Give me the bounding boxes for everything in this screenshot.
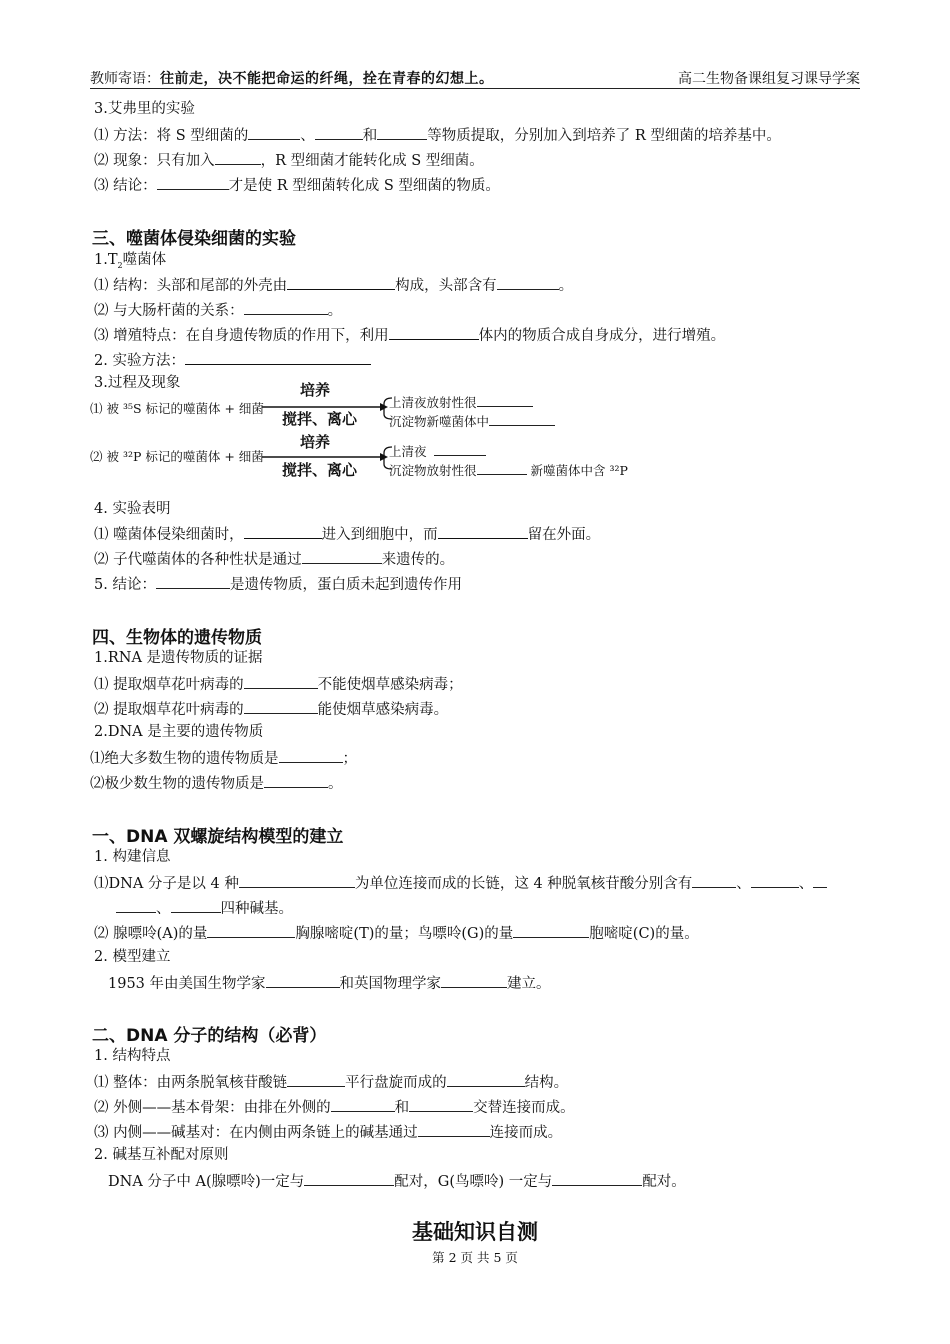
diagram-stir-label-2: 搅拌、离心 <box>282 461 358 479</box>
blank <box>447 1072 525 1087</box>
blank <box>552 1171 642 1186</box>
dna-2 <box>90 773 343 793</box>
rna-heading: 1.RNA 是遗传物质的证据 <box>94 650 263 666</box>
row1-top-text: 上清夜放射性很 <box>389 395 477 410</box>
blank <box>302 549 382 564</box>
info1-mid: 为单位连接而成的长链，这 4 种脱氧核苷酸分别含有 <box>354 876 693 892</box>
shows1-mid: 进入到细胞中，而 <box>321 527 438 543</box>
process-diagram-arrows <box>0 0 950 500</box>
info1-end: 四种碱基。 <box>220 901 293 917</box>
row1-bottom-text: 沉淀物新噬菌体中 <box>389 414 490 429</box>
struct-text-end: 。 <box>558 278 574 294</box>
info-2 <box>94 923 699 943</box>
pair-text: DNA 分子中 A(腺嘌呤)一定与 <box>108 1174 305 1190</box>
row2-bottom-tail: 新噬菌体中含 ³²P <box>530 463 628 478</box>
method-text: 2. 实验方法： <box>94 353 185 369</box>
pair-end: 配对。 <box>642 1174 686 1190</box>
inner-text: ⑶ 内侧——碱基对：在内侧由两条链上的碱基通过 <box>94 1125 418 1141</box>
structure-outer <box>94 1097 575 1117</box>
blank <box>239 873 355 888</box>
blank <box>244 524 322 539</box>
row2-bottom-text: 沉淀物放射性很 <box>389 463 477 478</box>
genetic-heading: 四、生物体的遗传物质 <box>92 628 262 648</box>
phage-heading: 三、噬菌体侵染细菌的实验 <box>92 229 296 249</box>
diagram-culture-label-1: 培养 <box>300 381 331 399</box>
outer-text: ⑵ 外侧——基本骨架：由排在外侧的 <box>94 1100 331 1116</box>
feat-heading: 1. 结构特点 <box>94 1048 171 1064</box>
dna1-text: ⑴绝大多数生物的遗传物质是 <box>90 751 279 767</box>
rna1-tail: 不能使烟草感染病毒； <box>317 677 463 693</box>
structure-inner <box>94 1122 562 1142</box>
diagram-culture-label-2: 培养 <box>300 433 331 451</box>
pair-mid: 配对，G(鸟嘌呤) 一定与 <box>394 1174 553 1190</box>
blank <box>287 1072 345 1087</box>
info-1-cont <box>116 898 293 918</box>
phage-conclusion <box>94 574 462 594</box>
shows2-end: 来遗传的。 <box>381 552 455 568</box>
teacher-motto: 往前走，决不能把命运的纤绳，拴在青春的幻想上。 <box>160 71 494 87</box>
avery-phenom-text: ⑵ 现象：只有加入 <box>94 153 215 169</box>
build-text: 1953 年由美国生物学家 <box>108 976 266 992</box>
outer-end: 交替连接而成。 <box>473 1100 575 1116</box>
repro-text: ⑶ 增殖特点：在自身遗传物质的作用下，利用 <box>94 328 389 344</box>
structure-whole <box>94 1072 568 1092</box>
blank <box>331 1097 395 1112</box>
blank <box>244 699 318 714</box>
struct-text-mid: 构成，头部含有 <box>395 278 497 294</box>
relation-end: 。 <box>327 303 343 319</box>
info-1 <box>94 873 827 893</box>
blank <box>813 873 827 888</box>
avery-heading: 3.艾弗里的实验 <box>94 101 195 117</box>
blank <box>156 574 230 589</box>
page-number: 第 2 页 共 5 页 <box>432 1250 518 1265</box>
shows2-text: ⑵ 子代噬菌体的各种性状是通过 <box>94 552 302 568</box>
teacher-message-label: 教师寄语： <box>90 71 160 87</box>
shows1-text: ⑴ 噬菌体侵染细菌时， <box>94 527 244 543</box>
blank <box>418 1122 490 1137</box>
relation-text: ⑵ 与大肠杆菌的关系： <box>94 303 244 319</box>
pair-line <box>108 1171 686 1191</box>
concl-tail: 是遗传物质，蛋白质未起到遗传作用 <box>229 577 462 593</box>
separator: 、 <box>736 876 751 892</box>
struct-text: ⑴ 结构：头部和尾部的外壳由 <box>94 278 288 294</box>
dna-heading: 2.DNA 是主要的遗传物质 <box>94 724 264 740</box>
rna-2 <box>94 699 448 719</box>
outer-and: 和 <box>394 1100 410 1116</box>
info2-end: 胞嘧啶(C)的量。 <box>589 926 699 942</box>
t2-subscript: 2 <box>117 260 123 270</box>
structure-heading: 二、DNA 分子的结构（必背） <box>92 1026 327 1046</box>
blank <box>304 1171 394 1186</box>
t2-text: 1.T <box>94 252 118 268</box>
course-title: 高二生物备课组复习课导学案 <box>678 71 860 87</box>
avery-method-text: ⑴ 方法：将 S 型细菌的 <box>94 128 249 144</box>
rna-1 <box>94 674 463 694</box>
info1-text: ⑴DNA 分子是以 4 种 <box>94 876 239 892</box>
inner-end: 连接而成。 <box>489 1125 563 1141</box>
dna1-end: ； <box>342 751 357 767</box>
blank <box>409 1097 473 1112</box>
shows-1 <box>94 524 600 544</box>
build-line <box>108 973 551 993</box>
concl-text: 5. 结论： <box>94 577 156 593</box>
dna2-end: 。 <box>328 776 343 792</box>
repro-tail: 体内的物质合成自身成分，进行增殖。 <box>478 328 726 344</box>
diagram-stir-label-1: 搅拌、离心 <box>282 410 358 428</box>
brace-2 <box>382 447 392 469</box>
blank <box>207 923 295 938</box>
blank <box>264 773 328 788</box>
dna-1 <box>90 748 357 768</box>
info2-text: ⑵ 腺嘌呤(A)的量 <box>94 926 208 942</box>
blank <box>438 524 528 539</box>
model-heading: 一、DNA 双螺旋结构模型的建立 <box>92 827 344 847</box>
rna2-tail: 能使烟草感染病毒。 <box>317 702 449 718</box>
avery-concl-text: ⑶ 结论： <box>94 178 157 194</box>
blank <box>441 973 507 988</box>
shows1-end: 留在外面。 <box>527 527 601 543</box>
separator: 、 <box>798 876 814 892</box>
shows-2 <box>94 549 454 569</box>
diagram-row2-label: ⑵ 被 ³²P 标记的噬菌体 + 细菌 <box>90 449 264 464</box>
blank <box>266 973 340 988</box>
avery-method-tail: 等物质提取，分别加入到培养了 R 型细菌的培养基中。 <box>427 128 781 144</box>
build-end: 建立。 <box>507 976 551 992</box>
build-mid: 和英国物理学家 <box>339 976 442 992</box>
diagram-row1-label: ⑴ 被 ³⁵S 标记的噬菌体 + 细菌 <box>90 401 264 416</box>
separator: 、 <box>156 901 171 917</box>
avery-concl-tail: 才是使 R 型细菌转化成 S 型细菌的物质。 <box>228 178 500 194</box>
whole-mid: 平行盘旋而成的 <box>345 1075 447 1091</box>
rna1-text: ⑴ 提取烟草花叶病毒的 <box>94 677 244 693</box>
t2-text-tail: 噬菌体 <box>122 252 167 268</box>
brace-1 <box>382 398 392 419</box>
pair-heading: 2. 碱基互补配对原则 <box>94 1147 229 1163</box>
dna2-text: ⑵极少数生物的遗传物质是 <box>90 776 264 792</box>
avery-phenom-tail: ，R 型细菌才能转化成 S 型细菌。 <box>260 153 484 169</box>
info2-mid: 胸腺嘧啶(T)的量；鸟嘌呤(G)的量 <box>295 926 514 942</box>
info-heading: 1. 构建信息 <box>94 849 171 865</box>
blank <box>279 748 343 763</box>
shows-heading: 4. 实验表明 <box>94 501 171 517</box>
and-text: 和 <box>362 128 378 144</box>
blank <box>244 674 318 689</box>
build-heading: 2. 模型建立 <box>94 949 171 965</box>
blank <box>751 873 799 888</box>
rna2-text: ⑵ 提取烟草花叶病毒的 <box>94 702 244 718</box>
blank <box>116 898 156 913</box>
whole-end: 结构。 <box>524 1075 569 1091</box>
self-test-title: 基础知识自测 <box>412 1220 538 1244</box>
process-heading: 3.过程及现象 <box>94 375 181 391</box>
whole-text: ⑴ 整体：由两条脱氧核苷酸链 <box>94 1075 288 1091</box>
separator: 、 <box>300 128 315 144</box>
blank <box>513 923 589 938</box>
row2-top-text: 上清夜 <box>389 444 427 459</box>
blank <box>171 898 221 913</box>
blank <box>692 873 736 888</box>
